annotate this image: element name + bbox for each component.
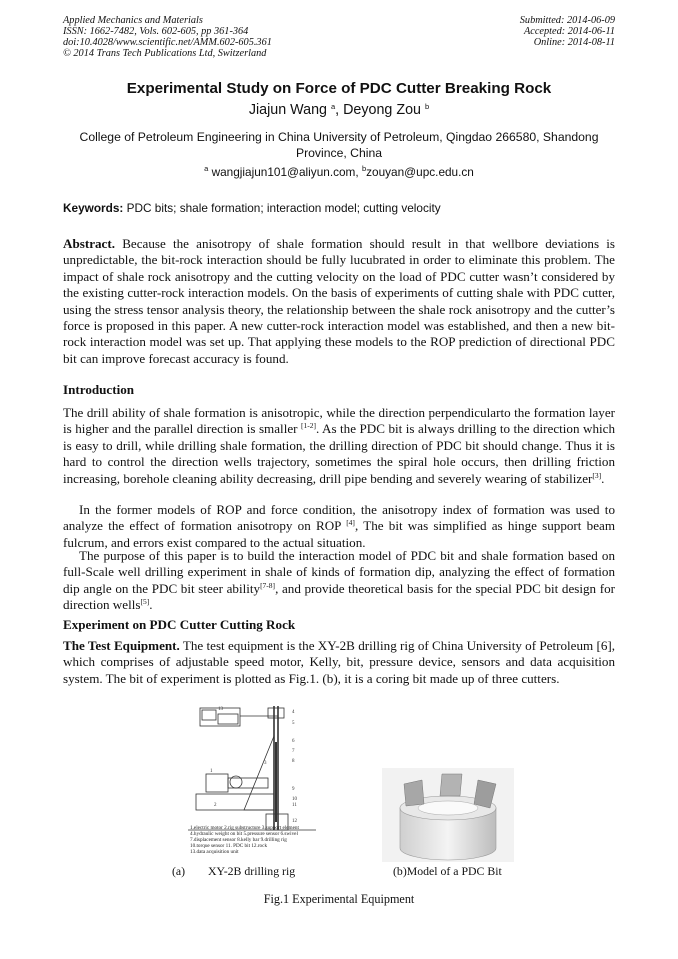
intro-p3-text-c: . (149, 597, 153, 613)
intro-p2-text-b: , The bit was simplified as hinge support beam fulcrum, and errors exist compared to the actual situation. (63, 518, 615, 550)
keywords (63, 201, 615, 215)
bit-core-hole (418, 801, 478, 815)
affiliation: College of Petroleum Engineering in China University of Petroleum, Qingdao 266580, Shandong Province, China (79, 130, 599, 160)
citation-7-8[interactable]: [7-8] (260, 580, 276, 590)
author-emails (0, 165, 678, 179)
test-equipment-label: The Test Equipment. (63, 638, 180, 653)
rig-substructure-shape (196, 794, 274, 810)
email-a-mark: a (204, 164, 209, 173)
acquisition-box-shape (218, 714, 238, 724)
experiment-heading: Experiment on PDC Cutter Cutting Rock (63, 617, 296, 632)
intro-paragraph-1 (63, 405, 615, 487)
author-2-affil-mark: b (424, 102, 430, 111)
intro-p1-text-b: . As the PDC bit is always drilling to the direction which is easy to drill, while drilling shale formation, the drilling direction of PDC bit should change. Thus it is hard to control the direction wells trajectory, sometimes the spiral hole occurs, then drilling friction increasing, borehole cleaning ability decreasing, drill pipe bending and severely wearing of stabilizer (63, 421, 616, 486)
submitted-date: Submitted: 2014-06-09 (519, 15, 615, 26)
online-date: Online: 2014-08-11 (533, 37, 615, 48)
intro-paragraph-2 (63, 502, 615, 551)
intro-paragraph-3 (63, 548, 615, 614)
author-separator: , (335, 102, 344, 118)
submission-dates (520, 15, 615, 48)
email-a-link[interactable]: wangjiajun101@aliyun.com (211, 165, 356, 179)
label-8: 8 (292, 759, 295, 764)
email-b-link[interactable]: zouyan@upc.edu.cn (366, 165, 474, 179)
laptop-screen-shape (202, 710, 216, 720)
abstract-paragraph (63, 236, 615, 367)
subfigure-a-letter: (a) (172, 864, 186, 878)
intro-p3-text-a: The purpose of this paper is to build the interaction model of PDC bit and shale formation based on full-Scale well drilling experiment in shale of kinds of formation dip, analyzing the effect of formation dip angle on the PDC bit steer ability (63, 548, 615, 596)
legend-line-5: 13.data acquisition unit (190, 849, 239, 855)
keywords-label: Keywords: (63, 201, 124, 215)
introduction-heading: Introduction (63, 382, 135, 397)
keywords-text: PDC bits; shale formation; interaction model; cutting velocity (123, 201, 441, 215)
legend-line-4: 10.torque sensor 11. PDC bit 12.rock (190, 843, 268, 849)
citation-1-2[interactable]: [1-2] (300, 421, 316, 431)
author-1: Jiajun Wang (248, 102, 327, 118)
label-13: 13 (218, 707, 223, 712)
citation-5[interactable]: [5] (140, 597, 150, 607)
figure-caption: Fig.1 Experimental Equipment (263, 892, 415, 906)
paper-title: Experimental Study on Force of PDC Cutter Breaking Rock (126, 80, 552, 97)
test-equipment-text: The test equipment is the XY-2B drilling rig of China University of Petroleum [6], which comprises of adjustable speed motor, Kelly, bit, pressure device, sensors and data acquisition system. The bit of experiment is plotted as Fig.1. (b), it is a coring bit made up of three cutters. (63, 638, 615, 686)
intro-p3-text-b: , and provide theoretical basis for the special PDC bit design for direction wells (63, 580, 615, 613)
label-12: 12 (292, 819, 297, 824)
label-5: 5 (292, 721, 295, 726)
legend-line-1: 1.electric motor 2.rig substructure 3.support element (190, 825, 299, 831)
label-6: 6 (292, 739, 295, 744)
support-element-shape (244, 736, 274, 810)
email-b-mark: b (361, 164, 367, 173)
subfigure-b-label: (b)Model of a PDC Bit (393, 864, 502, 878)
pdc-bit-model (382, 768, 514, 862)
subfigure-a-label: XY-2B drilling rig (208, 864, 296, 878)
rig-legend (190, 825, 320, 855)
legend-line-2: 4.hydraulic weight on bit 5.pressure sensor 6.swivel (190, 831, 298, 837)
label-11: 11 (292, 803, 297, 808)
citation-3[interactable]: [3] (592, 470, 602, 480)
author-2: Deyong Zou (343, 102, 421, 118)
journal-name: Applied Mechanics and Materials (63, 15, 203, 26)
abstract-label: Abstract. (63, 236, 115, 251)
label-1: 1 (210, 769, 213, 774)
label-9: 9 (292, 787, 295, 792)
author-1-affil-mark: a (330, 102, 336, 111)
hydraulic-head-shape (268, 708, 284, 718)
accepted-date: Accepted: 2014-06-11 (523, 26, 615, 37)
intro-p2-text-a: In the former models of ROP and force condition, the anisotropy index of formation was used to analyze the effect of formation anisotropy on ROP (63, 502, 615, 534)
journal-issn: ISSN: 1662-7482, Vols. 602-605, pp 361-364 (63, 26, 249, 37)
legend-line-3: 7.displacement sensor 8.kelly bar 9.drilling rig (190, 837, 287, 843)
label-3: 3 (264, 761, 267, 766)
label-7: 7 (292, 749, 295, 754)
journal-copyright: © 2014 Trans Tech Publications Ltd, Switzerland (63, 48, 267, 59)
test-equipment-paragraph (63, 638, 615, 687)
abstract-text: Because the anisotropy of shale formation should result in that wellbore deviations is unpredictable, the bit-rock interaction should be fully lucubrated in order to eliminate this problem. The impact of shale rock anisotropy and the cutting velocity on the load of PDC cutter wasn’t considered by the existing cutter-rock interaction models. On the basis of experiments of cutting shale with PDC cutter, using the stress tensor analysis theory, the relationship between the shale rock anisotropy and the cutter’s force is proposed in this paper. A new cutter-rock interaction model was established, and then a new bit-rock interaction model was set up. That applying these models to the ROP prediction of directional PDC bit can improve forecast accuracy is found. (63, 236, 615, 366)
pdc-cutter-1 (404, 780, 424, 806)
label-4: 4 (292, 710, 295, 715)
author-list (0, 102, 678, 118)
drive-shape (228, 778, 268, 788)
email-separator: , (355, 165, 362, 179)
citation-4[interactable]: [4] (346, 518, 355, 528)
intro-p1-text-c: . (601, 470, 605, 486)
label-2: 2 (214, 803, 217, 808)
journal-info (63, 15, 272, 59)
pdc-cutter-2 (440, 774, 462, 796)
electric-motor-shape (206, 774, 228, 792)
label-10: 10 (292, 797, 297, 802)
intro-p1-text-a: The drill ability of shale formation is anisotropic, while the direction perpendicularto the formation layer is higher and the parallel direction is smaller (63, 405, 615, 437)
journal-doi: doi:10.4028/www.scientific.net/AMM.602-605.361 (63, 37, 272, 48)
